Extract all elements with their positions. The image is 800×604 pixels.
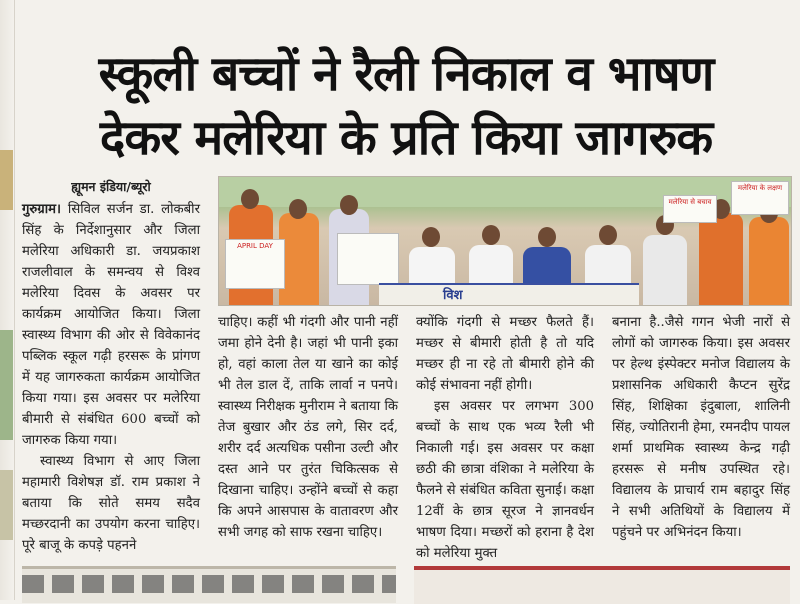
- cut-text: [22, 575, 396, 593]
- headline: [18, 42, 794, 170]
- headline-line-2: देकर मलेरिया के प्रति किया जागरुक: [99, 110, 713, 166]
- next-article-headline-cut: [22, 566, 396, 603]
- photo-placard: मलेरिया से बचाव: [663, 195, 717, 223]
- photo-placard: मलेरिया के लक्षण: [731, 181, 789, 215]
- article-column-4: [612, 312, 790, 543]
- photo-person: [643, 235, 687, 305]
- photo-head: [340, 195, 358, 215]
- adjacent-photo: [0, 470, 13, 540]
- photo-head: [599, 225, 617, 245]
- photo-placard: APRIL DAY: [225, 239, 285, 289]
- photo-banner: [379, 283, 639, 306]
- photo-head: [482, 225, 500, 245]
- photo-banner-text: विश: [443, 288, 463, 303]
- dateline: गुरुग्राम।: [22, 202, 62, 217]
- paragraph: इस अवसर पर लगभग 300 बच्चों के साथ एक भव्य रैली भी निकाली गई। इस अवसर पर कक्षा छठी की छात्रा वंशिका ने मलेरिया के फैलने से संबंधित कविता सुनाई। कक्षा 12वीं के छात्र सूरज ने ज्ञानवर्धन भाषण दिया। मच्छरों को हराना है देश को मलेरिया मुक्त: [416, 399, 594, 561]
- adjacent-photo: [0, 150, 13, 210]
- photo-person: [699, 213, 743, 305]
- paragraph: चाहिए। कहीं भी गंदगी और पानी नहीं जमा होने देनी है। जहां भी पानी इका हो, वहां काला तेल या खाने का कोई भी तेल डाल दें, ताकि लार्वा न पनपे। स्वास्थ्य निरीक्षक मुनीराम ने बताया कि तेज बुखार और ठंड लगे, सिर दर्द, शरीर दर्द अत्यधिक पसीना उल्टी और दस्त आने पर तुरंत चिकित्सक से दिखाना चाहिए। उन्होंने बच्चों से कहा कि अपने आसपास के वातावरण और सभी जगह को साफ रखना चाहिए।: [218, 315, 398, 540]
- article-column-3: [416, 312, 594, 564]
- adjacent-page-edge: [0, 0, 15, 600]
- photo-head: [422, 227, 440, 247]
- headline-line-1: स्कूली बच्चों ने रैली निकाल व भाषण: [98, 46, 714, 102]
- next-article-rule: [414, 566, 790, 604]
- photo-placard: [337, 233, 399, 285]
- photo-head: [289, 199, 307, 219]
- paragraph: बनाना है..जैसे गगन भेजी नारों से लोगों को जागरुक किया। इस अवसर पर हेल्थ इंस्पेक्टर मनोज विद्यालय के प्रशासनिक अधिकारी कैप्टन सुरेंद्र सिंह, शिक्षिका इंदुबाला, शालिनी सिंह, ज्योतिरानी हेमा, रमनदीप पायल शर्मा प्राथमिक स्वास्थ्य केन्द्र गढ़ी हरसरू से मनीष उपस्थित रहे। विद्यालय के प्राचार्य राम बहादुर सिंह ने सभी अतिथियों के विद्यालय में पहुंचने पर अभिनंदन किया।: [612, 315, 790, 540]
- paragraph: स्वास्थ्य विभाग से आए जिला महामारी विशेषज्ञ डॉ. राम प्रकाश ने बताया कि सोते समय सदैव मच्छरदानी का उपयोग करना चाहिए। पूरे बाजू के कपड़े पहनने: [22, 454, 200, 553]
- photo-head: [241, 189, 259, 209]
- adjacent-photo: [0, 330, 13, 440]
- photo-person: [279, 213, 319, 305]
- paragraph-text: सिविल सर्जन डा. लोकबीर सिंह के निर्देशानुसार और जिला मलेरिया अधिकारी डा. जयप्रकाश राजलीवाल के समन्वय से विश्व मलेरिया दिवस के अवसर पर कार्यक्रम आयोजित किया। जिला स्वास्थ्य विभाग की ओर से विवेकानंद पब्लिक स्कूल गढ़ी हरसरू के प्रांगण में यह जागरुकता कार्यक्रम आयोजित किया गया। इस अवसर पर मलेरिया बीमारी से संबंधित 600 बच्चों को जागरुक किया गया।: [22, 202, 200, 448]
- photo-person: [749, 217, 789, 305]
- paragraph: क्योंकि गंदगी से मच्छर फैलते हैं। मच्छर से बीमारी होती है तो यदि मच्छर ही ना रहे तो बीमारी होने की कोई संभावना नहीं होगी।: [416, 315, 594, 393]
- article-column-2: [218, 312, 398, 543]
- photo-head: [538, 227, 556, 247]
- paragraph: [22, 199, 200, 451]
- byline: ह्यूमन इंडिया/ब्यूरो: [71, 179, 151, 194]
- article-column-1: [22, 176, 200, 556]
- news-photo-rally: [218, 176, 792, 306]
